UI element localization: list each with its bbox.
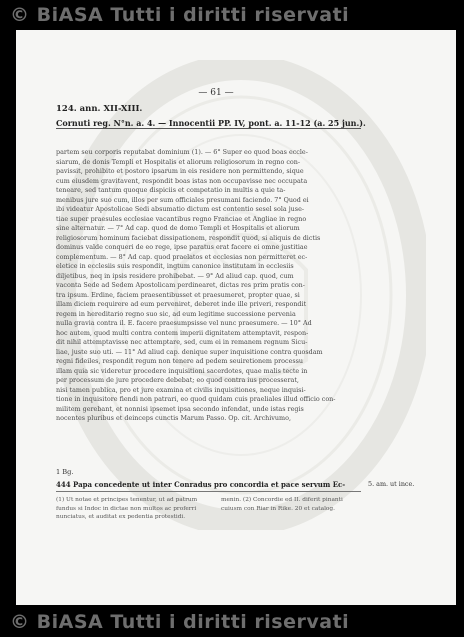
body-line: vaconta Sede ad Sedem Apostolicam perdinearet, dictas res prim pratis con- (56, 281, 305, 289)
margin-note: 5. am. ut ince. (368, 480, 415, 488)
watermark-bar-top (0, 0, 464, 30)
watermark-bar-bottom (0, 605, 464, 637)
watermark-top: © BiASA Tutti i diritti riservati (10, 4, 350, 26)
body-line: ibi videatur Apostolicae Sedi absumatio dictum est contentio sesel sola juse- (56, 205, 305, 213)
footnote-rule (56, 491, 361, 492)
body-line: menibus jure suo cum, illos per sum officiales presumani faciendo. 7° Quod ei (56, 195, 309, 204)
entry-rubric: 444 Papa concedente ut inter Conradus pro concordia et pace servum Ec- (56, 480, 346, 489)
body-line: religiosorum hominum faciebat dissipationem, respondit quod, si aliquis de dictis (56, 233, 321, 242)
body-line: nocentes pluribus et deinceps cunctis Marum Passo. Op. cit. Archivumo, (56, 414, 291, 422)
header-rule (56, 128, 361, 129)
document-subheader: Cornuti reg. N°n. a. 4. — Innocentii PP. IV, pont. a. 11-12 (a. 25 jun.). (56, 118, 366, 128)
body-line: illam diciem requirere ad eum perveniret, deberet inde ille priveri, respondit (56, 300, 307, 308)
body-line: dominus valde conqueri de eo rege, ipse paratus erat facere ei omne justitiae (56, 243, 308, 251)
body-line: pavissit, prohibito et postoro ipsarum in eis residere non permittendo, sique (56, 167, 304, 175)
body-line: militem gerebant, et nonnisi ipsemet ipsa secondo infendat, unde istas regis (56, 404, 304, 413)
paragraph-end: 1 Bg. (56, 468, 74, 476)
scanned-page (16, 30, 456, 605)
body-line: tra ipsum. Erdine, faciem praesentibusset et praesumeret, propter quae, si (56, 290, 300, 299)
body-line: partem seu corporis reputabat dominium (1). — 6° Super eo quod boas eccle- (56, 148, 308, 156)
document-body (56, 148, 362, 470)
body-line: cum eiusdem gravitavent, respondit boas istas non occupavisse nec occupata (56, 176, 308, 185)
body-line: hoc autem, quod multi contra contem imperii dignitatem attemptavit, respon- (56, 328, 309, 337)
body-line: liae, juste suo uti. — 11° Ad aliud cap. denique super inquisitione contra quosdam (56, 347, 323, 356)
page-number: — 61 — (198, 88, 234, 98)
body-line: per processum de jure procedere debebat; eo quod contra ius processerat, (56, 376, 299, 384)
watermark-bottom: © BiASA Tutti i diritti riservati (10, 611, 350, 633)
document-header: 124. ann. XII-XIII. (56, 104, 143, 114)
body-line: nisi tamen publica, pro et jure examina et civilis inquisitiones, neque inquisi- (56, 385, 306, 394)
body-line: diljetibus, neq in ipsis residere prohibebat. — 9° Ad aliud cap. quod, cum (56, 271, 294, 280)
body-line: dit nihil attemptavisse nec attemptare, sed, cum ei in remanem regnum Sicu- (56, 338, 308, 346)
body-line: tiae super praesules ecclesiae vacantibus regno Franciae et Angliae in regno (56, 214, 307, 223)
body-line: regni fideiles, respondit regum non tenere ad pedem seuiretionem processu (56, 357, 304, 365)
body-line: regem in hereditario regno suo sic, ad eum legitime successione pervenia (56, 309, 296, 318)
body-line: illam quia sic videretur procedere inquisitioni sacerdotes, quae malis tecte in (56, 366, 308, 375)
body-line: siarum, de donis Templi et Hospitalis et aliorum religiosorum in regno con- (56, 157, 301, 166)
body-line: eletice in ecclesiis suis respondit, ingtum canonice institutam in ecclesiis (56, 262, 294, 270)
body-line: teneare, sed tantum quoque dispiciis et competatio in multis a quie ta- (56, 186, 286, 194)
footnote-right: menin. (2) Concordie ed II. diferit pinanti cuiusm con Riar in Rike. 20 et catalog. (221, 497, 343, 512)
body-line: sine alternatur. — 7° Ad cap. quod de domo Templi et Hospitalis et aliorum (56, 224, 300, 232)
body-line: nulla gravia contra il. E. facere praesumpsisse vel nunc praesumere. — 10° Ad (56, 319, 312, 327)
body-line: complementum. — 8° Ad cap. quod praelatos et ecclesias non permitteret ec- (56, 252, 308, 261)
footnote-left: (1) Ut notae et principes tenentur, ut ad patrum fundus si Indoc in dictae non multos ac proferri nunciatus, et auditat ex pedentia protestidi. (56, 497, 198, 520)
body-line: tione in inquisitore fiendi non patrari, eo quod quidam cuis praeliales illud officio con- (56, 395, 336, 403)
